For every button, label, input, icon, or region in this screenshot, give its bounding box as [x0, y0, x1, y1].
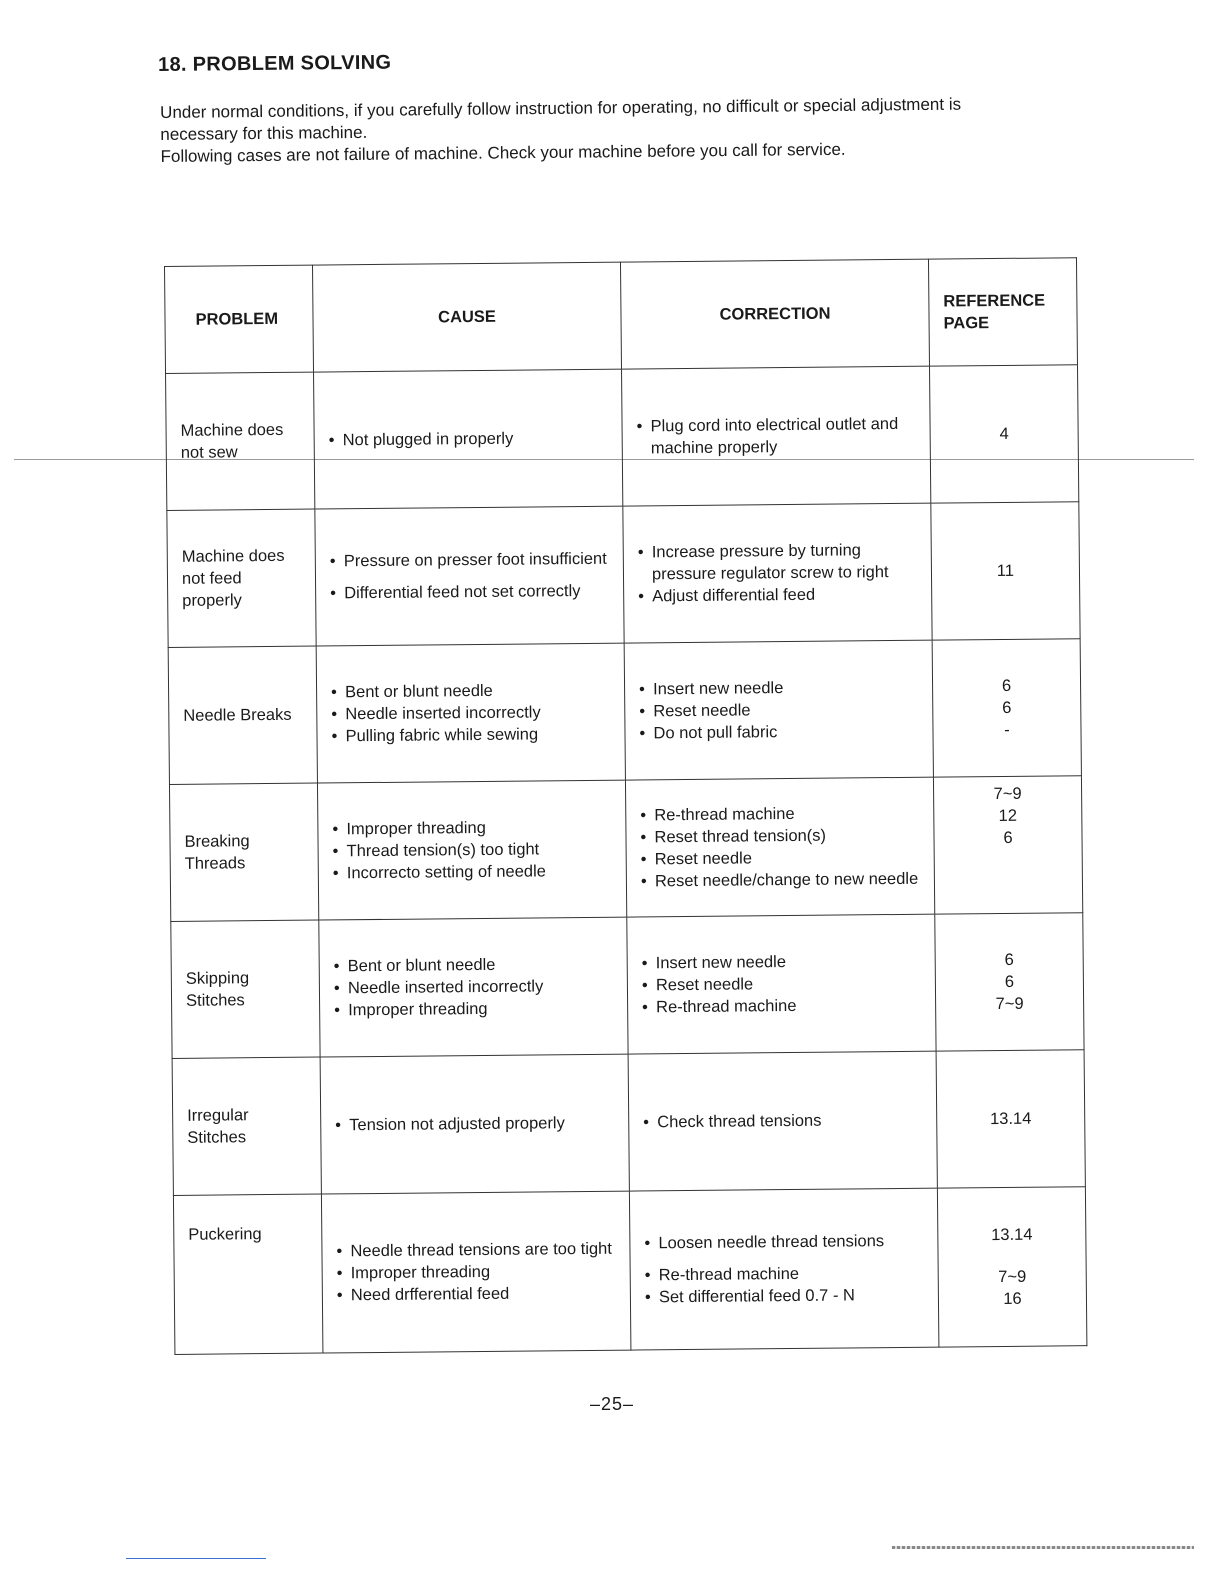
reference-cell: [936, 1050, 1085, 1188]
correction-item: • Set differential feed 0.7 - N: [643, 1284, 926, 1309]
table-row: [169, 776, 1082, 922]
page-number: –25–: [589, 1394, 635, 1414]
correction-item: • Reset needle: [639, 846, 922, 871]
cause-list: [334, 1238, 618, 1307]
correction-list: [638, 802, 922, 893]
correction-item: • Reset needle: [640, 972, 923, 997]
cause-list: [328, 548, 612, 605]
intro-line-1: Under normal conditions, if you carefully follow instruction for operating, no difficult or special adjustment is: [160, 94, 962, 122]
problem-cell: Puckering: [173, 1194, 323, 1354]
intro-text: [160, 92, 1101, 168]
correction-list: [641, 1109, 924, 1134]
problem-cell: Irregular Stitches: [172, 1057, 321, 1195]
correction-item: • Re-thread machine: [643, 1262, 926, 1287]
reference-page: 6: [1002, 698, 1012, 717]
correction-cell: [623, 503, 932, 643]
table-row: [173, 1187, 1086, 1355]
correction-item: • Adjust differential feed: [636, 583, 919, 608]
cause-cell: [316, 643, 625, 783]
cause-list: [329, 679, 613, 748]
reference-cell: [932, 639, 1081, 777]
reference-page: 7~9: [998, 1267, 1027, 1287]
reference-cell: [935, 913, 1084, 1051]
cause-item: • Improper threading: [335, 1260, 618, 1285]
reference-page: -: [1004, 720, 1010, 739]
correction-item: • Reset needle: [637, 698, 920, 723]
problem-cell: Skipping Stitches: [171, 920, 320, 1058]
cause-item: • Need drfferential feed: [335, 1282, 618, 1307]
correction-item: • Do not pull fabric: [637, 720, 920, 745]
reference-page: 6: [1003, 828, 1013, 847]
cause-cell: [315, 506, 624, 646]
reference-cell: [929, 365, 1078, 503]
section-heading: 18. PROBLEM SOLVING: [158, 51, 392, 76]
reference-page: 7~9: [995, 994, 1024, 1014]
reference-page: 7~9: [993, 784, 1022, 804]
reference-cell: [931, 502, 1080, 640]
correction-cell: [627, 914, 936, 1054]
correction-item: • Reset needle/change to new needle: [639, 868, 922, 893]
cause-item: • Pressure on presser foot insufficient: [328, 548, 611, 573]
cause-item: • Improper threading: [332, 997, 615, 1022]
correction-cell: [629, 1188, 939, 1350]
correction-item: • Increase pressure by turning pressure regulator screw to right: [636, 539, 919, 586]
header-correction: CORRECTION: [620, 259, 929, 369]
header-reference-line-2: PAGE: [943, 314, 990, 333]
correction-list: [640, 950, 924, 1019]
reference-page: 6: [1001, 676, 1012, 695]
table-row: [172, 1050, 1085, 1196]
header-problem: PROBLEM: [165, 265, 314, 373]
cause-cell: [320, 1054, 629, 1194]
problem-cell: Machine does not feed properly: [167, 509, 316, 647]
cause-list: [333, 1112, 616, 1137]
correction-item: • Insert new needle: [640, 950, 923, 975]
cause-item: • Differential feed not set correctly: [328, 580, 611, 605]
reference-page: 6: [1004, 950, 1014, 969]
problem-cell: Machine does not sew: [166, 372, 315, 510]
correction-cell: [624, 640, 933, 780]
reference-cell: [937, 1187, 1087, 1347]
correction-cell: [622, 366, 931, 506]
cause-cell: [317, 780, 626, 920]
cause-item: • Needle thread tensions are too tight: [334, 1238, 617, 1263]
cause-list: [332, 953, 616, 1022]
correction-list: [637, 676, 921, 745]
cause-list: [330, 816, 614, 885]
correction-item: • Re-thread machine: [638, 802, 921, 827]
cause-item: • Bent or blunt needle: [329, 679, 612, 704]
cause-item: • Not plugged in properly: [327, 427, 610, 452]
correction-item: • Loosen needle thread tensions: [642, 1230, 925, 1255]
reference-page: 11: [996, 561, 1015, 581]
reference-page: 13.14: [989, 1109, 1032, 1129]
correction-item: • Re-thread machine: [640, 994, 923, 1019]
table-row: [167, 502, 1080, 648]
cause-cell: [314, 369, 623, 509]
table-row: [171, 913, 1084, 1059]
correction-list: [636, 539, 920, 608]
cause-item: • Incorrecto setting of needle: [331, 860, 614, 885]
cause-item: • Needle inserted incorrectly: [332, 975, 615, 1000]
header-cause: CAUSE: [312, 262, 621, 372]
problem-cell: Needle Breaks: [168, 646, 317, 784]
reference-page: 4: [999, 424, 1009, 443]
cause-item: • Improper threading: [330, 816, 613, 841]
table-row: [166, 365, 1079, 511]
correction-cell: [625, 777, 934, 917]
table-header-row: [165, 258, 1078, 374]
reference-page: 12: [998, 806, 1018, 826]
cause-item: • Bent or blunt needle: [332, 953, 615, 978]
correction-cell: [628, 1051, 937, 1191]
footer-underline-mark: [126, 1558, 266, 1559]
reference-page: 16: [1003, 1289, 1022, 1308]
intro-line-3: Following cases are not failure of machine. Check your machine before you call for service.: [160, 139, 846, 166]
correction-item: • Reset thread tension(s): [638, 824, 921, 849]
correction-item: • Check thread tensions: [641, 1109, 924, 1134]
cause-list: [327, 427, 610, 452]
header-reference-page: [928, 258, 1077, 366]
reference-cell: [933, 776, 1082, 914]
cause-cell: [321, 1191, 631, 1353]
cause-item: • Thread tension(s) too tight: [331, 838, 614, 863]
problem-solving-table-wrapper: [164, 257, 1086, 1355]
correction-list: [634, 413, 917, 460]
reference-page: 6: [1004, 972, 1015, 991]
reference-page: 13.14: [991, 1225, 1033, 1245]
cause-item: • Pulling fabric while sewing: [329, 723, 612, 748]
correction-item: • Plug cord into electrical outlet and machine properly: [634, 413, 917, 460]
problem-solving-table: [164, 257, 1087, 1355]
correction-list: [642, 1230, 926, 1309]
cause-cell: [319, 917, 628, 1057]
correction-item: • Insert new needle: [637, 676, 920, 701]
footer-scan-mark: [892, 1546, 1194, 1549]
cause-item: • Tension not adjusted properly: [333, 1112, 616, 1137]
problem-cell: Breaking Threads: [169, 783, 318, 921]
cause-item: • Needle inserted incorrectly: [329, 701, 612, 726]
table-row: [168, 639, 1081, 785]
header-reference-line-1: REFERENCE: [943, 291, 1046, 311]
intro-line-2: necessary for this machine.: [160, 122, 368, 144]
